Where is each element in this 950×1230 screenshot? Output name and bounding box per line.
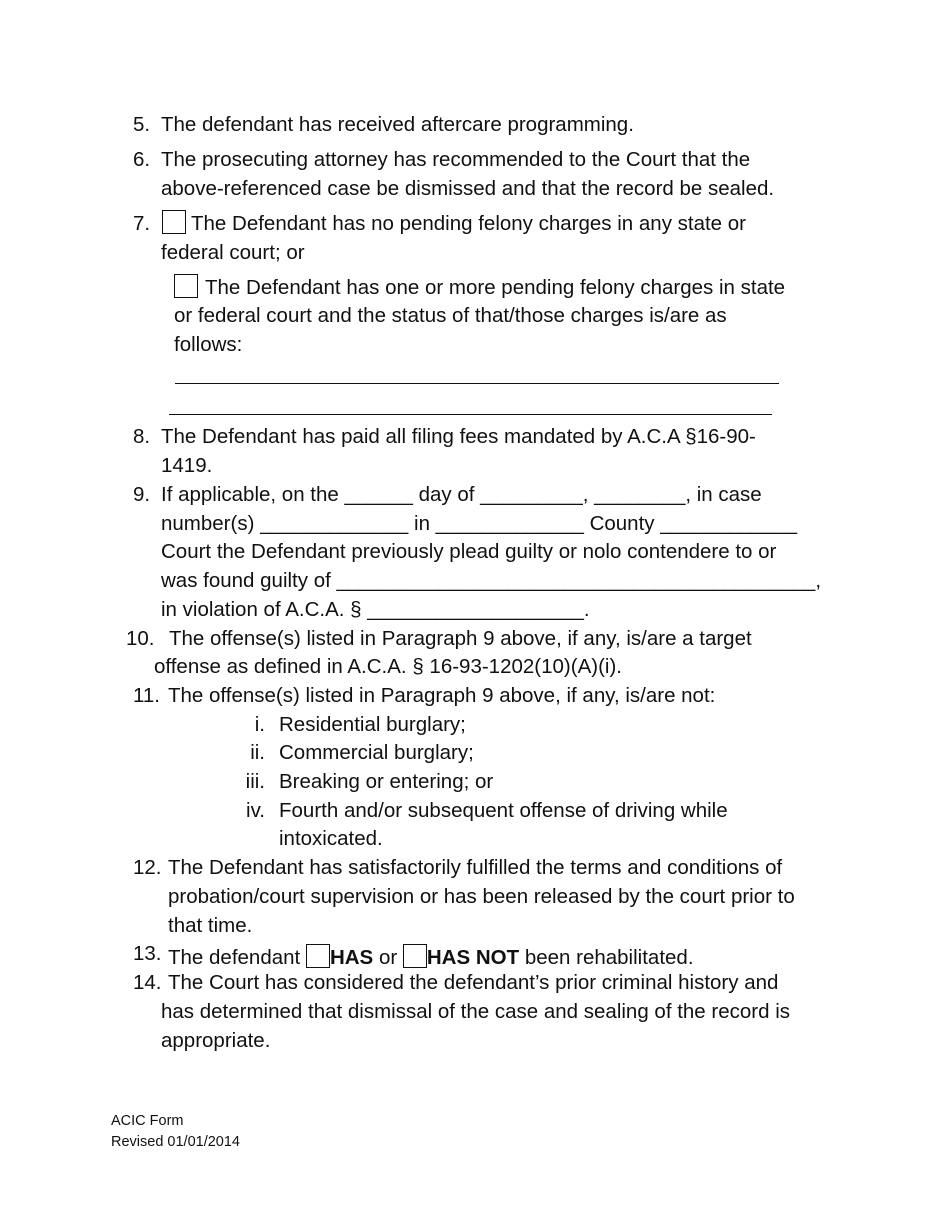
pending-charges-status-line-1[interactable] — [175, 383, 779, 384]
item-9-text-line-1: If applicable, on the ______ day of _________, ________, in case — [161, 483, 762, 506]
sub-item-iv-number: iv. — [246, 799, 265, 822]
no-pending-charges-checkbox[interactable] — [162, 210, 186, 234]
item-14-text-line-3: appropriate. — [161, 1029, 271, 1052]
item-12-text-line-2: probation/court supervision or has been released by the court prior to — [168, 885, 795, 908]
item-12-text-line-3: that time. — [168, 914, 253, 937]
item-5-number: 5. — [133, 113, 151, 136]
item-8-number: 8. — [133, 425, 151, 448]
item-13-suffix: been rehabilitated. — [524, 946, 694, 969]
item-10-text-line-1: The offense(s) listed in Paragraph 9 above, if any, is/are a target — [169, 627, 752, 650]
item-14-text-line-1: The Court has considered the defendant’s prior criminal history and — [168, 971, 779, 994]
item-10-number: 10. — [126, 627, 155, 650]
item-14-number: 14. — [133, 971, 162, 994]
has-rehabilitated-checkbox[interactable] — [306, 944, 330, 968]
item-12-text-line-1: The Defendant has satisfactorily fulfilled the terms and conditions of — [168, 856, 783, 879]
or-label: or — [378, 946, 398, 969]
sub-item-ii-number: ii. — [250, 741, 265, 764]
item-8-text-line-2: 1419. — [161, 454, 213, 477]
sub-item-i-text: Residential burglary; — [279, 713, 466, 736]
item-13-number: 13. — [133, 942, 162, 965]
item-7-option-b-line-1: The Defendant has one or more pending felony charges in state — [205, 276, 786, 299]
item-11-number: 11. — [133, 684, 160, 707]
item-10-text-line-2: offense as defined in A.C.A. § 16-93-1202(10)(A)(i). — [154, 655, 622, 678]
pending-charges-checkbox[interactable] — [174, 274, 198, 298]
item-7-option-b-line-3: follows: — [174, 333, 243, 356]
item-12-number: 12. — [133, 856, 162, 879]
item-5-text: The defendant has received aftercare programming. — [161, 113, 634, 136]
item-13-text — [168, 944, 694, 969]
item-7-option-a-line-2: federal court; or — [161, 241, 305, 264]
footer-form-name: ACIC Form — [111, 1113, 184, 1129]
has-not-label: HAS NOT — [426, 946, 520, 969]
sub-item-iv-text-line-1: Fourth and/or subsequent offense of driving while — [279, 799, 728, 822]
pending-charges-status-line-2[interactable] — [169, 414, 772, 415]
footer-revision-date: Revised 01/01/2014 — [111, 1134, 240, 1150]
item-9-text-line-3: Court the Defendant previously plead guilty or nolo contendere to or — [161, 540, 777, 563]
item-8-text-line-1: The Defendant has paid all filing fees mandated by A.C.A §16-90- — [161, 425, 756, 448]
has-label: HAS — [329, 946, 374, 969]
item-9-number: 9. — [133, 483, 151, 506]
item-6-number: 6. — [133, 148, 151, 171]
item-9-text-line-2: number(s) _____________ in _____________ County ____________ — [161, 512, 798, 535]
sub-item-i-number: i. — [254, 713, 265, 736]
sub-item-iii-text: Breaking or entering; or — [279, 770, 494, 793]
item-7-number: 7. — [133, 212, 151, 235]
item-11-text: The offense(s) listed in Paragraph 9 above, if any, is/are not: — [168, 684, 716, 707]
item-13-prefix: The defendant — [168, 946, 301, 969]
item-14-text-line-2: has determined that dismissal of the case and sealing of the record is — [161, 1000, 791, 1023]
sub-item-ii-text: Commercial burglary; — [279, 741, 474, 764]
item-7-option-b-line-2: or federal court and the status of that/those charges is/are as — [174, 304, 727, 327]
item-6-text-line-2: above-referenced case be dismissed and that the record be sealed. — [161, 177, 775, 200]
item-9-text-line-4: was found guilty of __________________________________________, — [161, 569, 822, 592]
item-6-text-line-1: The prosecuting attorney has recommended to the Court that the — [161, 148, 751, 171]
item-9-text-line-5: in violation of A.C.A. § ___________________. — [161, 598, 590, 621]
item-7-option-a-line-1: The Defendant has no pending felony charges in any state or — [191, 212, 747, 235]
sub-item-iii-number: iii. — [245, 770, 265, 793]
has-not-rehabilitated-checkbox[interactable] — [403, 944, 427, 968]
sub-item-iv-text-line-2: intoxicated. — [279, 827, 383, 850]
